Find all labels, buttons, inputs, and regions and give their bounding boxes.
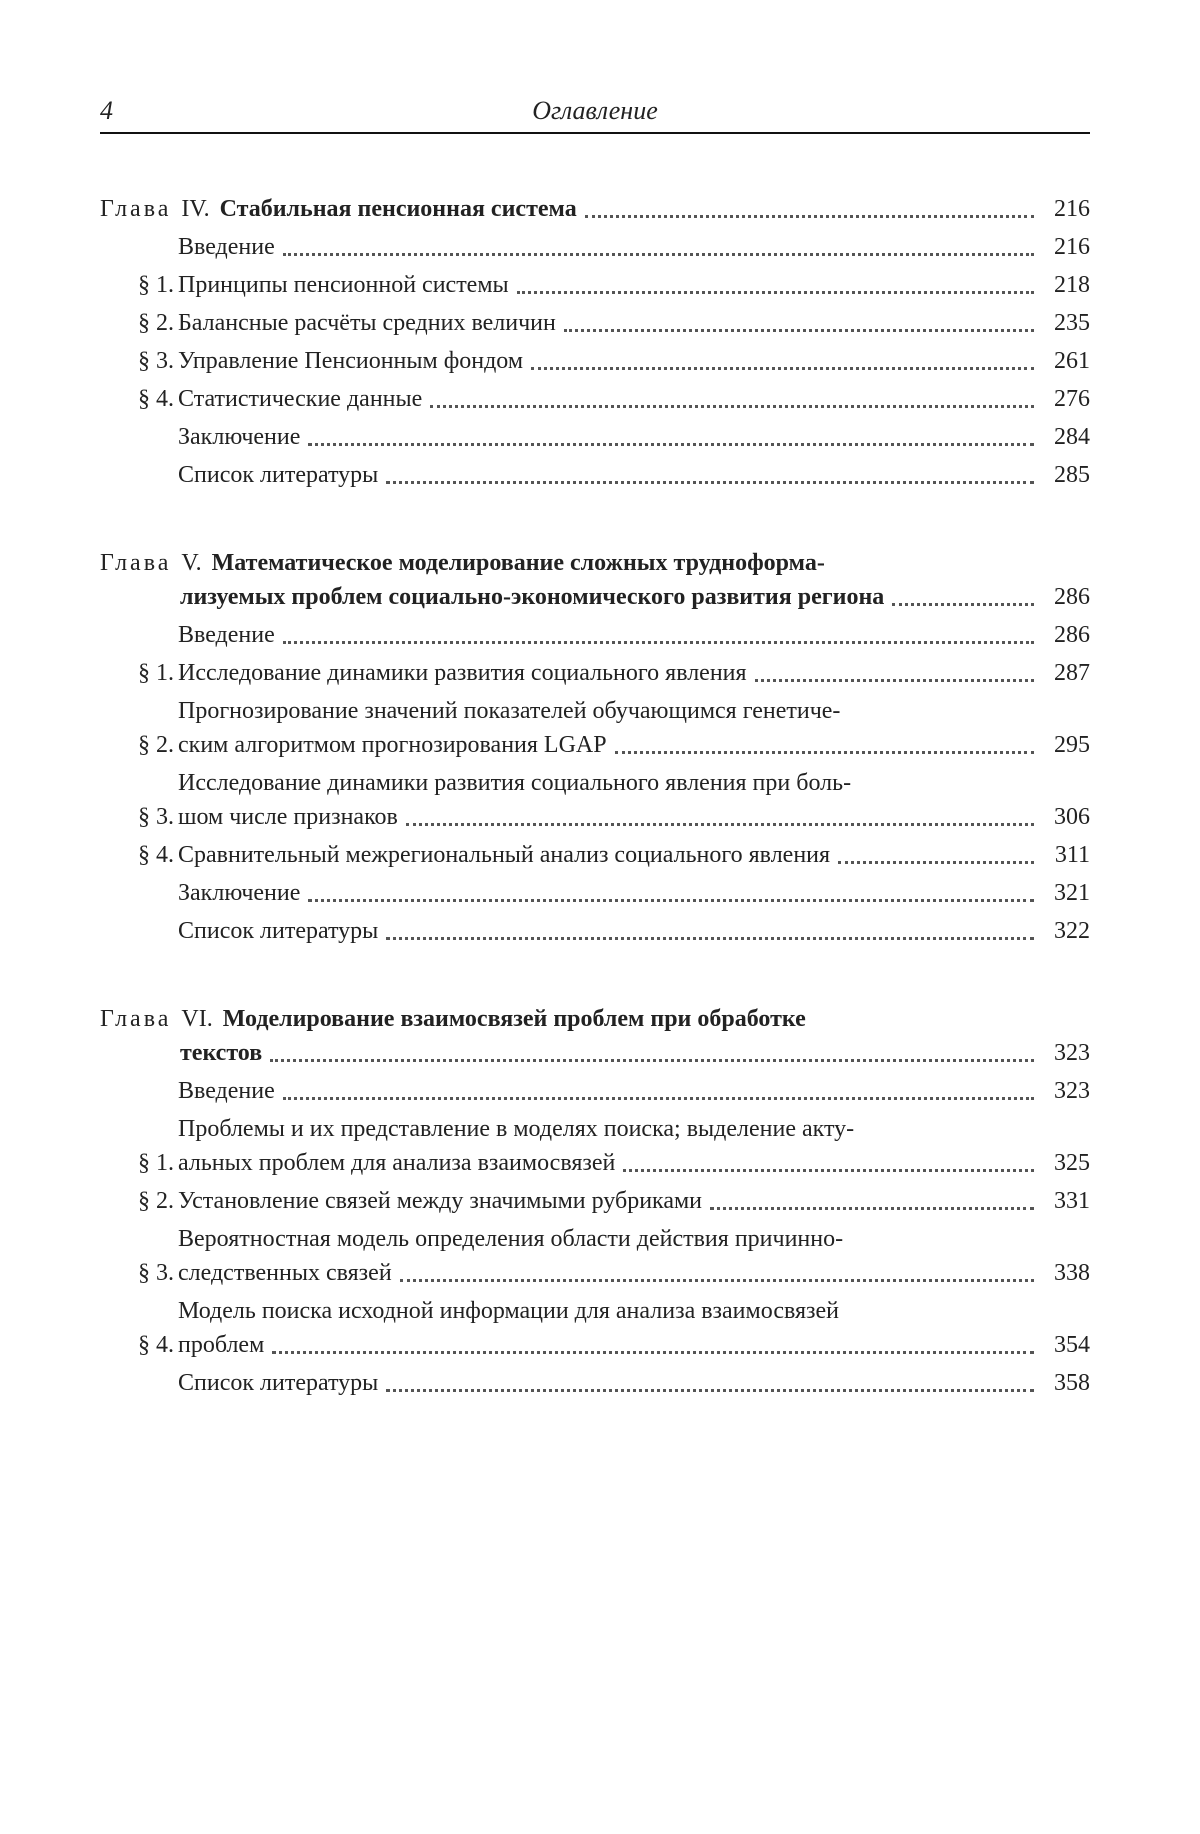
entry-title: Список литературы: [178, 1370, 379, 1396]
dot-leader: [623, 1169, 1034, 1172]
entry-title: Список литературы: [178, 462, 379, 488]
entry-line: [178, 800, 1042, 834]
dot-leader: [406, 823, 1034, 826]
entry-page: 331: [1054, 1188, 1090, 1214]
entry-title: альных проблем для анализа взаимосвязей: [178, 1150, 616, 1176]
entry-line: [178, 766, 1042, 800]
entry-line: [178, 914, 1042, 948]
dot-leader: [283, 1097, 1034, 1100]
entry-title: Исследование динамики развития социального явления при боль-: [178, 770, 852, 796]
entry-page: 284: [1054, 424, 1090, 450]
entry-line: [178, 1184, 1042, 1218]
running-title: Оглавление: [532, 96, 658, 125]
toc-entry: [100, 268, 1090, 302]
entry-page: 358: [1054, 1370, 1090, 1396]
entry-line: [178, 728, 1042, 762]
entry-page: 322: [1054, 918, 1090, 944]
toc-entry: [100, 876, 1090, 910]
toc-entry: [100, 1112, 1090, 1180]
entry-page: 285: [1054, 462, 1090, 488]
dot-leader: [386, 481, 1034, 484]
section-number: § 2.: [138, 732, 174, 758]
toc-entry: [100, 1366, 1090, 1400]
chapter-label: Глава: [100, 196, 172, 222]
dot-leader: [585, 215, 1034, 218]
entry-title: Балансные расчёты средних величин: [178, 310, 556, 336]
dot-leader: [283, 253, 1034, 256]
chapter-title-line: [100, 192, 1042, 226]
chapter-heading: [100, 192, 1090, 226]
entry-line: [178, 458, 1042, 492]
dot-leader: [308, 443, 1034, 446]
entry-line: [178, 1112, 1042, 1146]
entry-title: следственных связей: [178, 1260, 392, 1286]
toc-entry: [100, 656, 1090, 690]
entry-title: Управление Пенсионным фондом: [178, 348, 524, 374]
toc-entry: [100, 458, 1090, 492]
dot-leader: [531, 367, 1034, 370]
entry-page: 338: [1054, 1260, 1090, 1286]
entry-line: [178, 344, 1042, 378]
section-number: § 4.: [138, 1332, 174, 1358]
section-number: § 3.: [138, 1260, 174, 1286]
dot-leader: [517, 291, 1034, 294]
dot-leader: [755, 679, 1034, 682]
toc-entry: [100, 618, 1090, 652]
entry-page: 276: [1054, 386, 1090, 412]
entry-title: Установление связей между значимыми рубриками: [178, 1188, 703, 1214]
dot-leader: [270, 1059, 1034, 1062]
entry-title: Введение: [178, 622, 275, 648]
entry-line: [178, 268, 1042, 302]
entry-title: Заключение: [178, 880, 301, 906]
entry-line: [178, 1222, 1042, 1256]
chapter-page: 286: [1054, 584, 1090, 610]
dot-leader: [400, 1279, 1034, 1282]
toc-entry: [100, 1184, 1090, 1218]
entry-title: Заключение: [178, 424, 301, 450]
entry-title: Список литературы: [178, 918, 379, 944]
table-of-contents: [100, 188, 1090, 1454]
section-number: § 3.: [138, 348, 174, 374]
chapter-page: 216: [1054, 196, 1090, 222]
chapter-label: Глава: [100, 1006, 172, 1032]
dot-leader: [283, 641, 1034, 644]
dot-leader: [272, 1351, 1034, 1354]
entry-page: 311: [1054, 842, 1090, 868]
page-number: 4: [100, 96, 113, 125]
dot-leader: [838, 861, 1034, 864]
chapter-title: лизуемых проблем социально-экономического развития региона: [180, 584, 885, 610]
entry-page: 295: [1054, 732, 1090, 758]
chapter-title-line: [100, 1002, 1042, 1036]
entry-line: [178, 230, 1042, 264]
dot-leader: [430, 405, 1034, 408]
chapter-title: Моделирование взаимосвязей проблем при обработке: [222, 1006, 806, 1032]
entry-page: 323: [1054, 1078, 1090, 1104]
toc-entry: [100, 838, 1090, 872]
entry-line: [178, 1074, 1042, 1108]
section-number: § 4.: [138, 842, 174, 868]
dot-leader: [564, 329, 1034, 332]
section-number: § 2.: [138, 1188, 174, 1214]
entry-title: Принципы пенсионной системы: [178, 272, 509, 298]
entry-line: [178, 1328, 1042, 1362]
chapter-title: Математическое моделирование сложных трудноформа-: [211, 550, 825, 576]
chapter-block: [100, 546, 1090, 948]
entry-title: Введение: [178, 1078, 275, 1104]
chapter-block: [100, 192, 1090, 492]
toc-entry: [100, 766, 1090, 834]
entry-title: Статистические данные: [178, 386, 423, 412]
chapter-title-line: [100, 546, 1042, 580]
entry-page: 325: [1054, 1150, 1090, 1176]
entry-title: Исследование динамики развития социального явления: [178, 660, 747, 686]
entry-title: Введение: [178, 234, 275, 260]
toc-entry: [100, 344, 1090, 378]
entry-line: [178, 838, 1042, 872]
entry-title: Прогнозирование значений показателей обучающимся генетиче-: [178, 698, 841, 724]
dot-leader: [386, 1389, 1034, 1392]
entry-page: 321: [1054, 880, 1090, 906]
entry-line: [178, 1256, 1042, 1290]
chapter-heading: [100, 1002, 1090, 1070]
section-number: § 1.: [138, 272, 174, 298]
toc-entry: [100, 382, 1090, 416]
toc-entry: [100, 306, 1090, 340]
entry-title: Модель поиска исходной информации для анализа взаимосвязей: [178, 1298, 839, 1324]
toc-entry: [100, 230, 1090, 264]
entry-title: шом числе признаков: [178, 804, 398, 830]
entry-line: [178, 1366, 1042, 1400]
toc-entry: [100, 1294, 1090, 1362]
section-number: § 3.: [138, 804, 174, 830]
toc-entry: [100, 1222, 1090, 1290]
chapter-heading: [100, 546, 1090, 614]
entry-title: проблем: [178, 1332, 265, 1358]
dot-leader: [892, 603, 1034, 606]
entry-line: [178, 306, 1042, 340]
entry-page: 261: [1054, 348, 1090, 374]
chapter-number: VI.: [181, 1006, 213, 1032]
entry-page: 286: [1054, 622, 1090, 648]
entry-line: [178, 656, 1042, 690]
section-number: § 4.: [138, 386, 174, 412]
entry-page: 306: [1054, 804, 1090, 830]
entry-title: Вероятностная модель определения области действия причинно-: [178, 1226, 844, 1252]
entry-title: Проблемы и их представление в моделях поиска; выделение акту-: [178, 1116, 855, 1142]
page-header: [100, 88, 1090, 134]
entry-page: 354: [1054, 1332, 1090, 1358]
entry-line: [178, 382, 1042, 416]
entry-title: Сравнительный межрегиональный анализ социального явления: [178, 842, 831, 868]
section-number: § 1.: [138, 660, 174, 686]
entry-page: 235: [1054, 310, 1090, 336]
chapter-number: IV.: [181, 196, 210, 222]
toc-entry: [100, 1074, 1090, 1108]
entry-title: ским алгоритмом прогнозирования LGAP: [178, 732, 607, 758]
entry-line: [178, 694, 1042, 728]
entry-page: 216: [1054, 234, 1090, 260]
dot-leader: [308, 899, 1034, 902]
toc-entry: [100, 914, 1090, 948]
entry-line: [178, 420, 1042, 454]
entry-line: [178, 618, 1042, 652]
chapter-title: Стабильная пенсионная система: [219, 196, 577, 222]
entry-page: 218: [1054, 272, 1090, 298]
chapter-title-line: [100, 580, 1042, 614]
chapter-title: текстов: [180, 1040, 263, 1066]
section-number: § 2.: [138, 310, 174, 336]
toc-entry: [100, 420, 1090, 454]
dot-leader: [615, 751, 1034, 754]
chapter-page: 323: [1054, 1040, 1090, 1066]
chapter-number: V.: [181, 550, 202, 576]
chapter-label: Глава: [100, 550, 172, 576]
chapter-title-line: [100, 1036, 1042, 1070]
entry-line: [178, 1146, 1042, 1180]
entry-line: [178, 876, 1042, 910]
section-number: § 1.: [138, 1150, 174, 1176]
toc-entry: [100, 694, 1090, 762]
dot-leader: [710, 1207, 1034, 1210]
entry-page: 287: [1054, 660, 1090, 686]
chapter-block: [100, 1002, 1090, 1400]
dot-leader: [386, 937, 1034, 940]
entry-line: [178, 1294, 1042, 1328]
